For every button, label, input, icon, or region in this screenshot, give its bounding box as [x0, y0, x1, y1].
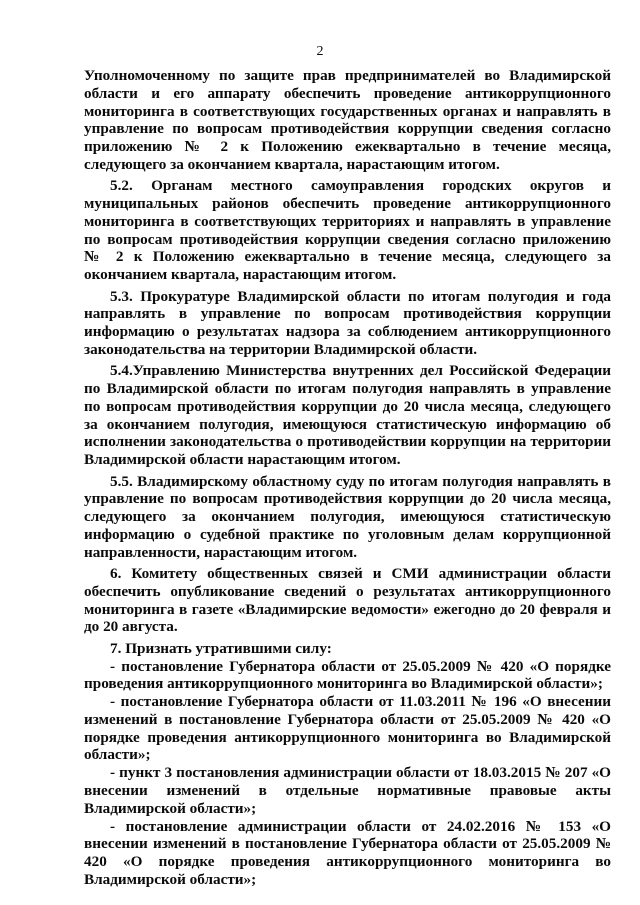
list-item-repealed-3: - пункт 3 постановления администрации области от 18.03.2015 № 207 «О внесении изменений в отдельные нормативные правовые акты Владимирской области»;: [84, 764, 611, 817]
paragraph-5-4: 5.4.Управлению Министерства внутренних дел Российской Федерации по Владимирской области по итогам полугодия направлять в управление по вопросам противодействия коррупции до 20 числа месяца, следующего за окончанием полугодия, имеющуюся статистическую информацию об исполнении законодательства о противодействии коррупции на территории Владимирской области нарастающим итогом.: [84, 362, 611, 469]
paragraph-7: 7. Признать утратившими силу:: [110, 639, 332, 657]
list-item-repealed-1: - постановление Губернатора области от 25.05.2009 № 420 «О порядке проведения антикоррупционного мониторинга во Владимирской области»;: [84, 657, 611, 693]
paragraph-5-2: 5.2. Органам местного самоуправления городских округов и муниципальных районов обеспечить проведение антикоррупционного мониторинга в соответствующих территориях и направлять в управление по вопросам противодействия коррупции сведения согласно приложению № 2 к Положению ежеквартально в течение месяца, следующего за окончанием квартала, нарастающим итогом.: [84, 177, 611, 284]
page-number: 2: [316, 44, 324, 59]
paragraph-continuation: Уполномоченному по защите прав предпринимателей во Владимирской области и его аппарату обеспечить проведение антикоррупционного мониторинга в соответствующих государственных органах и направлять в управление по вопросам противодействия коррупции сведения согласно приложению № 2 к Положению ежеквартально в течение месяца, следующего за окончанием квартала, нарастающим итогом.: [84, 67, 611, 173]
paragraph-5-5: 5.5. Владимирскому областному суду по итогам полугодия направлять в управление по вопросам противодействия коррупции до 20 числа месяца, следующего за окончанием полугодия, имеющуюся статистическую информацию о судебной практике по уголовным делам коррупционной направленности, нарастающим итогом.: [84, 472, 611, 561]
list-item-repealed-2: - постановление Губернатора области от 11.03.2011 № 196 «О внесении изменений в постановление Губернатора области от 25.05.2009 № 420 «О порядке проведения антикоррупционного мониторинга во Владимирской области»;: [84, 693, 611, 764]
list-item-repealed-4: - постановление администрации области от 24.02.2016 № 153 «О внесении изменений в постановление Губернатора области от 25.05.2009 № 420 «О порядке проведения антикоррупционного мониторинга во Владимирской области»;: [84, 817, 611, 889]
paragraph-5-3: 5.3. Прокуратуре Владимирской области по итогам полугодия и года направлять в управление по вопросам противодействия коррупции информацию о результатах надзора за соблюдением антикоррупционного законодательства на территории Владимирской области.: [84, 287, 611, 358]
paragraph-6: 6. Комитету общественных связей и СМИ администрации области обеспечить опубликование сведений о результатах антикоррупционного мониторинга в газете «Владимирские ведомости» ежегодно до 20 февраля и до 20 августа.: [84, 565, 611, 636]
document-body: [84, 67, 611, 889]
